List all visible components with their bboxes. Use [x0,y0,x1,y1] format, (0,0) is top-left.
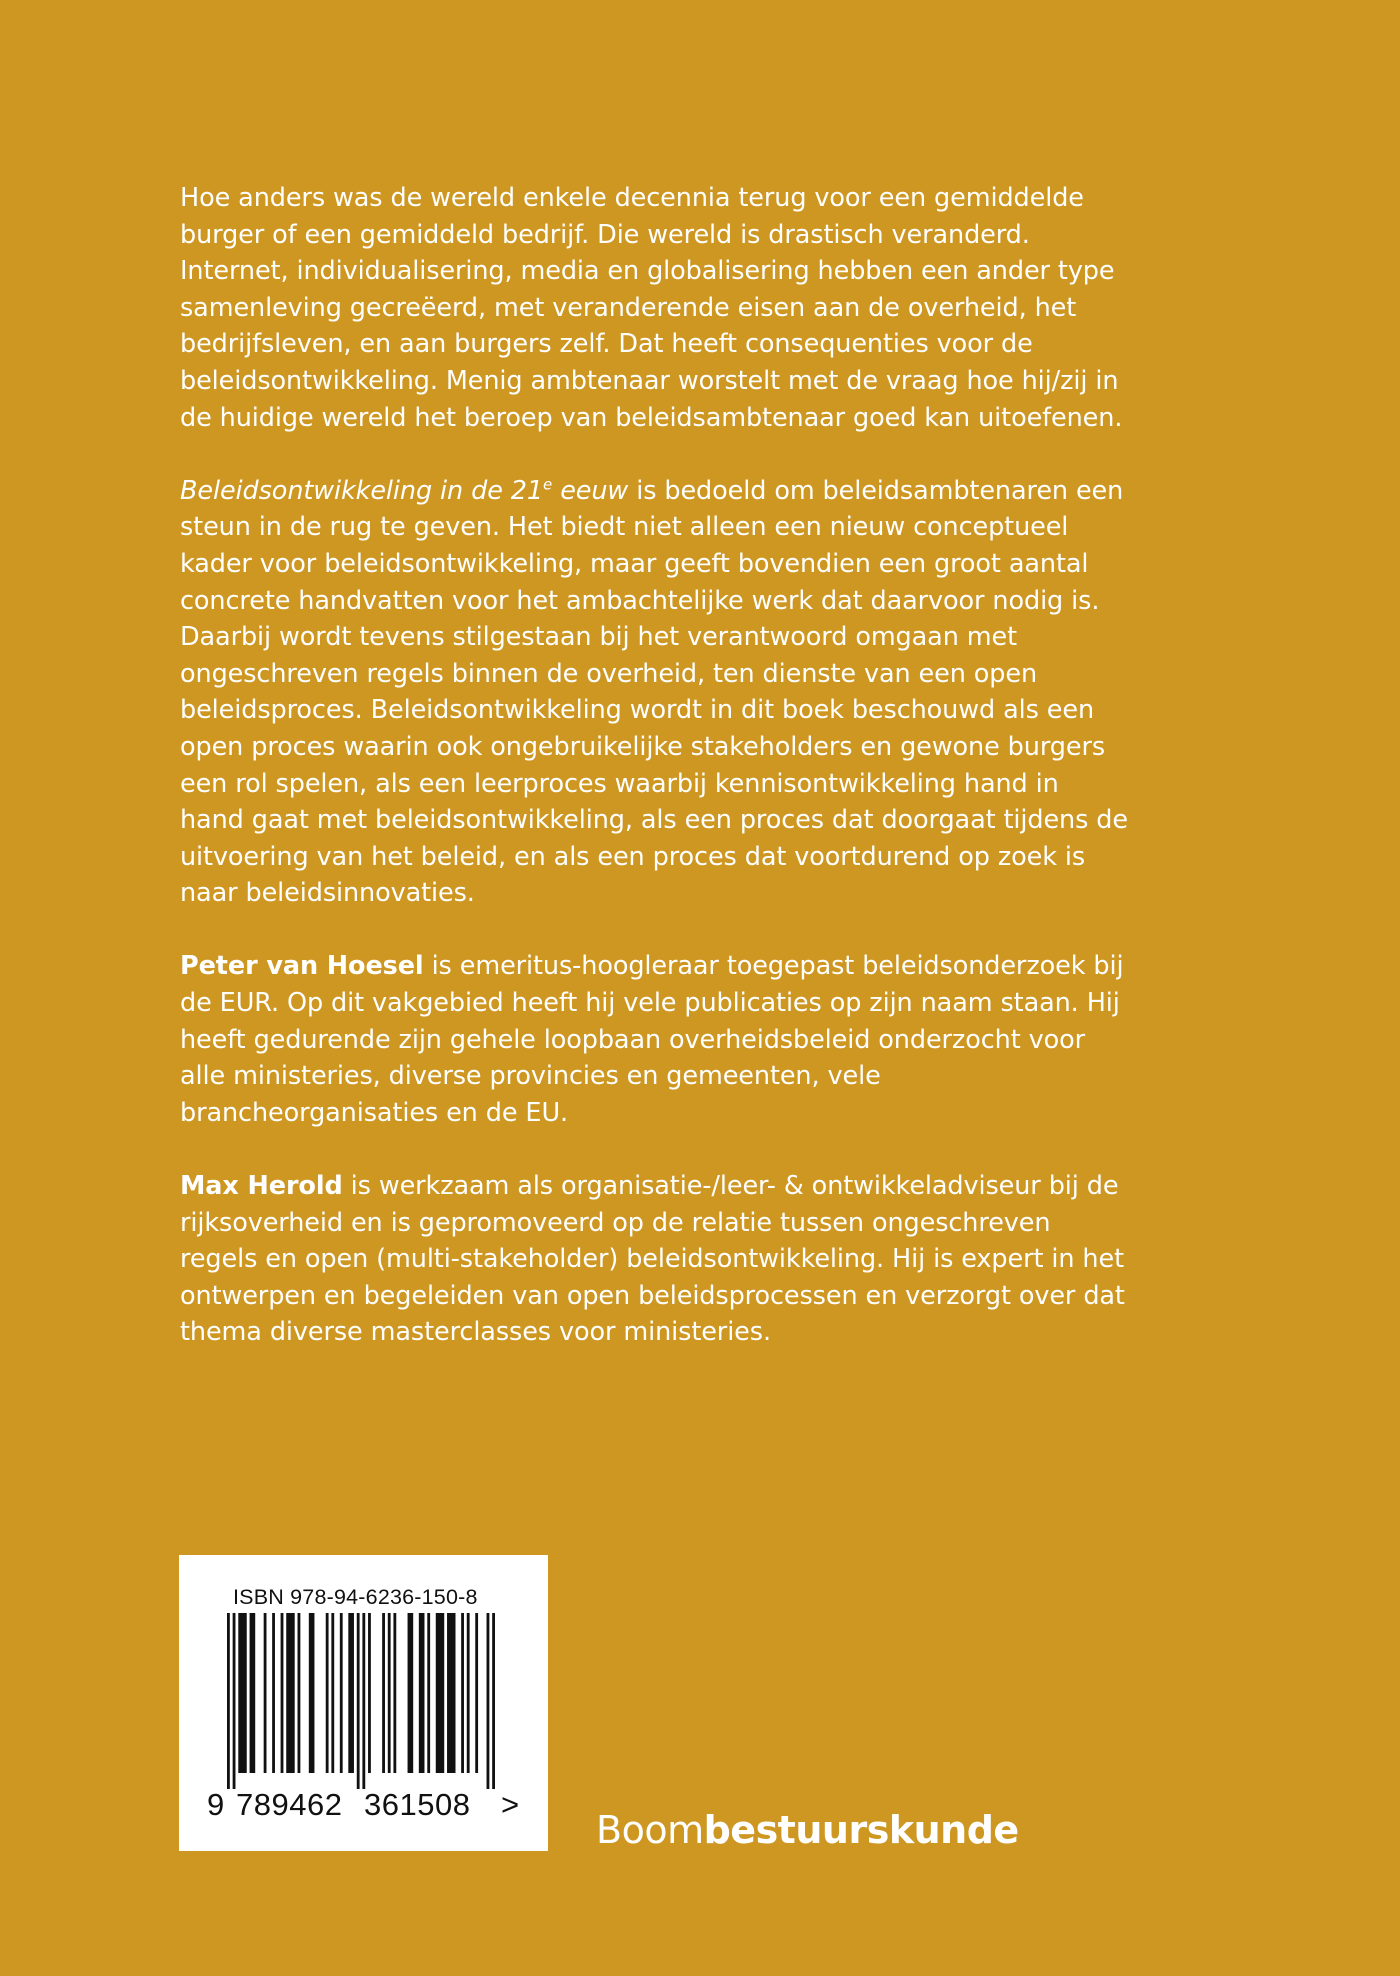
barcode-bar [467,1613,470,1773]
author-name-1: Peter van Hoesel [180,951,424,982]
barcode-bar [461,1613,464,1773]
author-bio-2: Max Herold is werkzaam als organisatie-/leer- & ontwikkeladviseur bij de rijksoverheid en is gepromoveerd op de relatie tussen ongeschreven regels en open (multi-stakeholder) beleidsontwikkeling. Hij is expert in het ontwerpen en begeleiden van open beleidsprocessen en verzorgt over dat thema diverse masterclasses voor ministeries. [180,1171,1125,1348]
barcode-bars [227,1613,495,1789]
back-cover-text [180,180,1130,1388]
book-title-superscript: e [543,475,553,494]
book-title: Beleidsontwikkeling in de 21e eeuw [180,475,629,506]
barcode-bar [340,1613,343,1773]
barcode-bar [393,1613,396,1773]
barcode-bar [388,1613,391,1773]
barcode-bar [326,1613,329,1773]
barcode-bar [436,1613,444,1773]
isbn-label: ISBN 978-94-6236-150-8 [233,1585,478,1609]
barcode-bar [298,1613,301,1773]
barcode-bar [447,1613,455,1773]
barcode-bar [227,1613,230,1789]
blurb-paragraph-book: Beleidsontwikkeling in de 21e eeuw is bedoeld om beleidsambtenaren een steun in de rug te geven. Het biedt niet alleen een nieuw conceptueel kader voor beleidsontwikkeling, maar geeft bovendien een groot aantal concrete handvatten voor het ambachtelijke werk dat daarvoor nodig is. Daarbij wordt tevens stilgestaan bij het verantwoord omgaan met ongeschreven regels binnen de overheid, ten dienste van een open beleidsproces. Beleidsontwikkeling wordt in dit boek beschouwd als een open proces waarin ook ongebruikelijke stakeholders en gewone burgers een rol spelen, als een leerproces waarbij kennisontwikkeling hand in hand gaat met beleidsontwikkeling, als een proces dat doorgaat tijdens de uitvoering van het beleid, en als een proces dat voortdurend op zoek is naar beleidsinnovaties. [180,475,1128,909]
publisher-logo [596,1808,1019,1852]
barcode-bar [250,1613,256,1773]
ean-first-digit: 9 [207,1787,225,1822]
author-name-2: Max Herold [180,1171,343,1202]
barcode-bar [475,1613,478,1773]
barcode-bar [286,1613,294,1773]
barcode-bar [238,1613,246,1773]
author-bio-1: Peter van Hoesel is emeritus-hoogleraar toegepast beleidsonderzoek bij de EUR. Op dit vakgebied heeft hij vele publicaties op zijn naam staan. Hij heeft gedurende zijn gehele loopbaan overheidsbeleid onderzocht voor alle ministeries, diverse provincies en gemeenten, vele brancheorganisaties en de EU. [180,951,1124,1128]
ean-right-digits: 361508 [364,1787,471,1822]
ean-left-digits: 789462 [236,1787,343,1822]
barcode-bar [492,1613,495,1789]
publisher-name-part2: bestuurskunde [703,1808,1019,1852]
barcode-bar [382,1613,385,1773]
barcode-bar [368,1613,371,1773]
barcode-bar [408,1613,414,1773]
barcode-bar [272,1613,275,1773]
barcode-bar [331,1613,334,1773]
publisher-name-part1: Boom [596,1808,704,1852]
isbn-barcode [179,1555,548,1851]
barcode-bar [309,1613,315,1773]
barcode-bar [281,1613,284,1773]
barcode-bar [348,1613,354,1773]
blurb-paragraph-intro: Hoe anders was de wereld enkele decennia terug voor een gemiddelde burger of een gemiddeld bedrijf. Die wereld is drastisch veranderd. Internet, individualisering, media en globalisering hebben een ander type samenleving gecreëerd, met veranderende eisen aan de overheid, het bedrijfsleven, en aan burgers zelf. Dat heeft consequenties voor de beleidsontwikkeling. Menig ambtenaar worstelt met de vraag hoe hij/zij in de huidige wereld het beroep van beleidsambtenaar goed kan uitoefenen. [180,183,1123,433]
barcode-bar [419,1613,425,1773]
ean-quiet-zone-arrow: > [501,1787,520,1822]
barcode-bar [357,1613,360,1789]
barcode-bar [487,1613,490,1789]
barcode-bar [427,1613,430,1773]
barcode-bar [233,1613,236,1789]
barcode-bar [362,1613,365,1789]
barcode-bar [264,1613,267,1773]
